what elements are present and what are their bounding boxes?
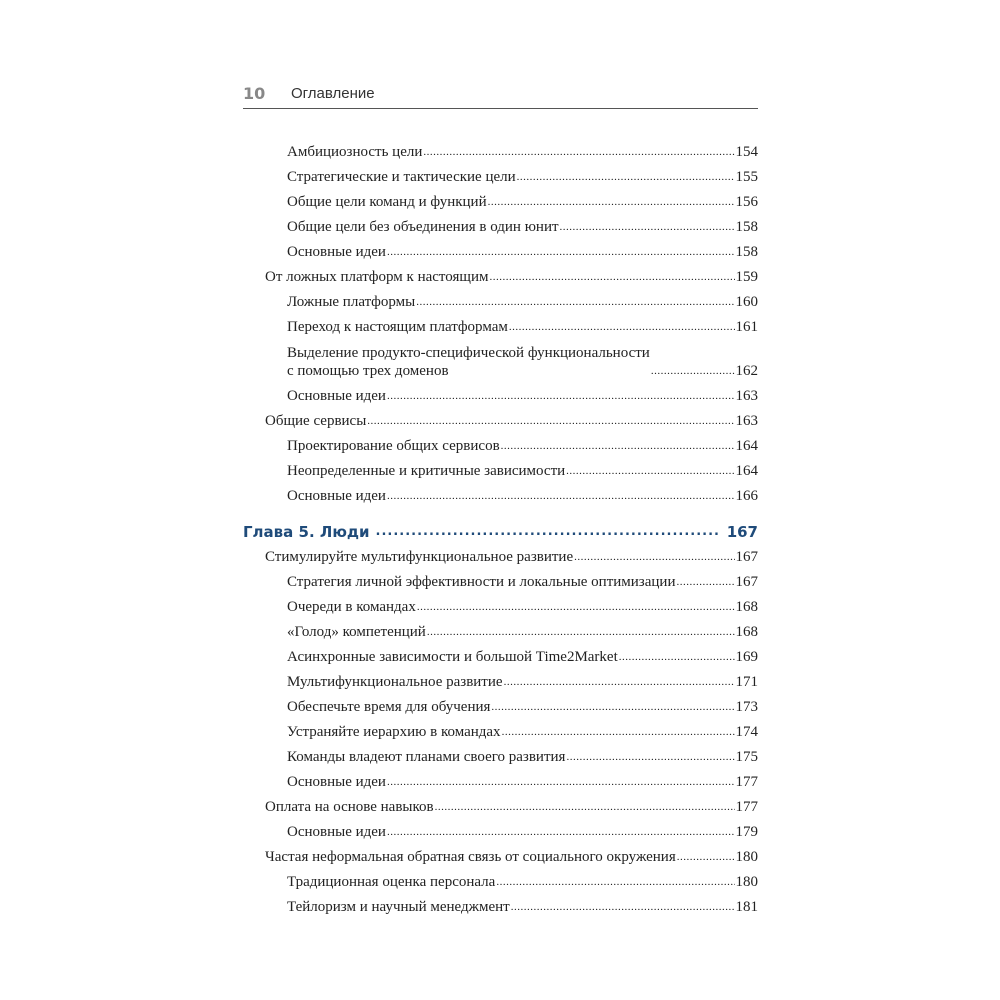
toc-entry[interactable] xyxy=(243,816,758,841)
dot-leader xyxy=(427,623,735,641)
toc-page-number: 173 xyxy=(735,699,758,715)
toc-entry[interactable] xyxy=(243,791,758,816)
dot-leader xyxy=(423,143,734,161)
toc-entry[interactable] xyxy=(243,136,758,161)
toc-entry[interactable] xyxy=(243,430,758,455)
toc-entry[interactable] xyxy=(243,211,758,236)
toc-entry[interactable] xyxy=(243,891,758,916)
toc-entry-title: Глава 5. Люди xyxy=(243,523,370,541)
toc-entry[interactable] xyxy=(243,591,758,616)
dot-leader xyxy=(574,548,734,566)
toc-page-number: 154 xyxy=(735,144,758,160)
toc-entry-title: Оплата на основе навыков xyxy=(265,799,434,815)
dot-leader xyxy=(676,573,734,591)
toc-entry[interactable] xyxy=(243,380,758,405)
toc-entry-title: Ложные платформы xyxy=(287,294,416,310)
toc-page-number: 167 xyxy=(735,574,758,590)
toc-entry-title: Тейлоризм и научный менеджмент xyxy=(287,899,510,915)
toc-entry-title: Устраняйте иерархию в командах xyxy=(287,724,501,740)
toc-entry-title: Стратегические и тактические цели xyxy=(287,169,516,185)
toc-entry-title: «Голод» компетенций xyxy=(287,624,426,640)
toc-entry-title: Общие сервисы xyxy=(265,413,367,429)
dot-leader xyxy=(566,748,734,766)
toc-entry[interactable] xyxy=(243,541,758,566)
dot-leader xyxy=(504,673,735,691)
toc-page-number: 160 xyxy=(735,294,758,310)
toc-page-number: 156 xyxy=(735,194,758,210)
dot-leader xyxy=(387,243,735,261)
toc-entry[interactable] xyxy=(243,866,758,891)
toc-entry-title: Проектирование общих сервисов xyxy=(287,438,500,454)
toc-page-number: 177 xyxy=(735,774,758,790)
dot-leader xyxy=(502,723,735,741)
toc-page-number: 167 xyxy=(726,523,758,541)
toc-page-number: 174 xyxy=(735,724,758,740)
toc-entry-title: Традиционная оценка персонала xyxy=(287,874,496,890)
dot-leader xyxy=(387,823,735,841)
toc-entry-title: Стратегия личной эффективности и локальные оптимизации xyxy=(287,574,676,590)
running-header xyxy=(243,84,758,109)
dot-leader xyxy=(376,523,721,541)
toc-page-number: 175 xyxy=(735,749,758,765)
toc-entry-title: Основные идеи xyxy=(287,824,386,840)
dot-leader xyxy=(435,798,735,816)
dot-leader xyxy=(651,362,735,380)
toc-entry[interactable] xyxy=(243,716,758,741)
toc-entry-title: Основные идеи xyxy=(287,488,386,504)
toc-page-number: 180 xyxy=(735,874,758,890)
toc-entry[interactable] xyxy=(243,286,758,311)
toc-entry-title: Асинхронные зависимости и большой Time2Market xyxy=(287,649,618,665)
toc-page-number: 179 xyxy=(735,824,758,840)
toc-entry-title: Основные идеи xyxy=(287,388,386,404)
toc-page-number: 167 xyxy=(735,549,758,565)
toc-entry-title: Общие цели команд и функций xyxy=(287,194,487,210)
toc-entry[interactable] xyxy=(243,741,758,766)
toc-entry[interactable] xyxy=(243,766,758,791)
toc-entry[interactable] xyxy=(243,311,758,336)
dot-leader xyxy=(367,412,734,430)
toc-entry-title: Стимулируйте мультифункциональное развитие xyxy=(265,549,574,565)
toc-page-number: 161 xyxy=(735,319,758,335)
toc-entry-title xyxy=(287,344,650,380)
toc-entry-title-line2: с помощью трех доменов xyxy=(287,363,449,379)
toc-entry[interactable] xyxy=(243,691,758,716)
toc-page-number: 163 xyxy=(735,413,758,429)
dot-leader xyxy=(511,898,735,916)
toc-entry[interactable] xyxy=(243,616,758,641)
toc-entry-title: Амбициозность цели xyxy=(287,144,423,160)
toc-entry-title: Переход к настоящим платформам xyxy=(287,319,508,335)
dot-leader xyxy=(619,648,735,666)
dot-leader xyxy=(496,873,734,891)
toc-entry[interactable] xyxy=(243,161,758,186)
toc-entry[interactable] xyxy=(243,666,758,691)
toc-entry[interactable] xyxy=(243,480,758,505)
toc-page-number: 169 xyxy=(735,649,758,665)
toc-entry-title: Основные идеи xyxy=(287,244,386,260)
toc-page-number: 171 xyxy=(735,674,758,690)
toc-entry-title: Основные идеи xyxy=(287,774,386,790)
page-number: 10 xyxy=(243,84,266,103)
toc-entry[interactable] xyxy=(243,566,758,591)
toc-entry[interactable] xyxy=(243,261,758,286)
toc-entry[interactable] xyxy=(243,841,758,866)
dot-leader xyxy=(501,437,735,455)
toc-page-number: 158 xyxy=(735,219,758,235)
toc-entry[interactable] xyxy=(243,336,758,380)
toc-page-number: 181 xyxy=(735,899,758,915)
dot-leader xyxy=(566,462,734,480)
dot-leader xyxy=(491,698,734,716)
toc-page-number: 168 xyxy=(735,624,758,640)
dot-leader xyxy=(560,218,735,236)
toc-entry[interactable] xyxy=(243,455,758,480)
toc-entry-title: Общие цели без объединения в один юнит xyxy=(287,219,559,235)
toc-page-number: 177 xyxy=(735,799,758,815)
table-of-contents xyxy=(243,136,758,916)
toc-entry-title: От ложных платформ к настоящим xyxy=(265,269,489,285)
dot-leader xyxy=(517,168,735,186)
toc-entry[interactable] xyxy=(243,186,758,211)
toc-entry-title: Команды владеют планами своего развития xyxy=(287,749,566,765)
toc-entry[interactable] xyxy=(243,236,758,261)
toc-entry-title: Мультифункциональное развитие xyxy=(287,674,503,690)
dot-leader xyxy=(387,773,735,791)
toc-page-number: 164 xyxy=(735,438,758,454)
toc-entry-title: Неопределенные и критичные зависимости xyxy=(287,463,566,479)
toc-page-number: 166 xyxy=(735,488,758,504)
toc-page-number: 155 xyxy=(735,169,758,185)
dot-leader xyxy=(387,487,735,505)
dot-leader xyxy=(417,598,735,616)
toc-entry-title: Обеспечьте время для обучения xyxy=(287,699,491,715)
toc-page-number: 159 xyxy=(735,269,758,285)
dot-leader xyxy=(677,848,735,866)
toc-entry-title: Очереди в командах xyxy=(287,599,416,615)
dot-leader xyxy=(509,318,735,336)
toc-page-number: 180 xyxy=(735,849,758,865)
toc-page-number: 168 xyxy=(735,599,758,615)
dot-leader xyxy=(387,387,735,405)
toc-page-number: 158 xyxy=(735,244,758,260)
toc-chapter[interactable] xyxy=(243,505,758,541)
running-title: Оглавление xyxy=(291,85,375,102)
dot-leader xyxy=(489,268,734,286)
toc-page-number: 162 xyxy=(735,363,758,379)
toc-entry[interactable] xyxy=(243,641,758,666)
dot-leader xyxy=(488,193,735,211)
toc-entry[interactable] xyxy=(243,405,758,430)
toc-page-number: 163 xyxy=(735,388,758,404)
toc-page-number: 164 xyxy=(735,463,758,479)
toc-entry-title: Частая неформальная обратная связь от социального окружения xyxy=(265,849,676,865)
toc-entry-title-line1: Выделение продукто-специфической функциональности xyxy=(287,345,650,361)
dot-leader xyxy=(416,293,734,311)
